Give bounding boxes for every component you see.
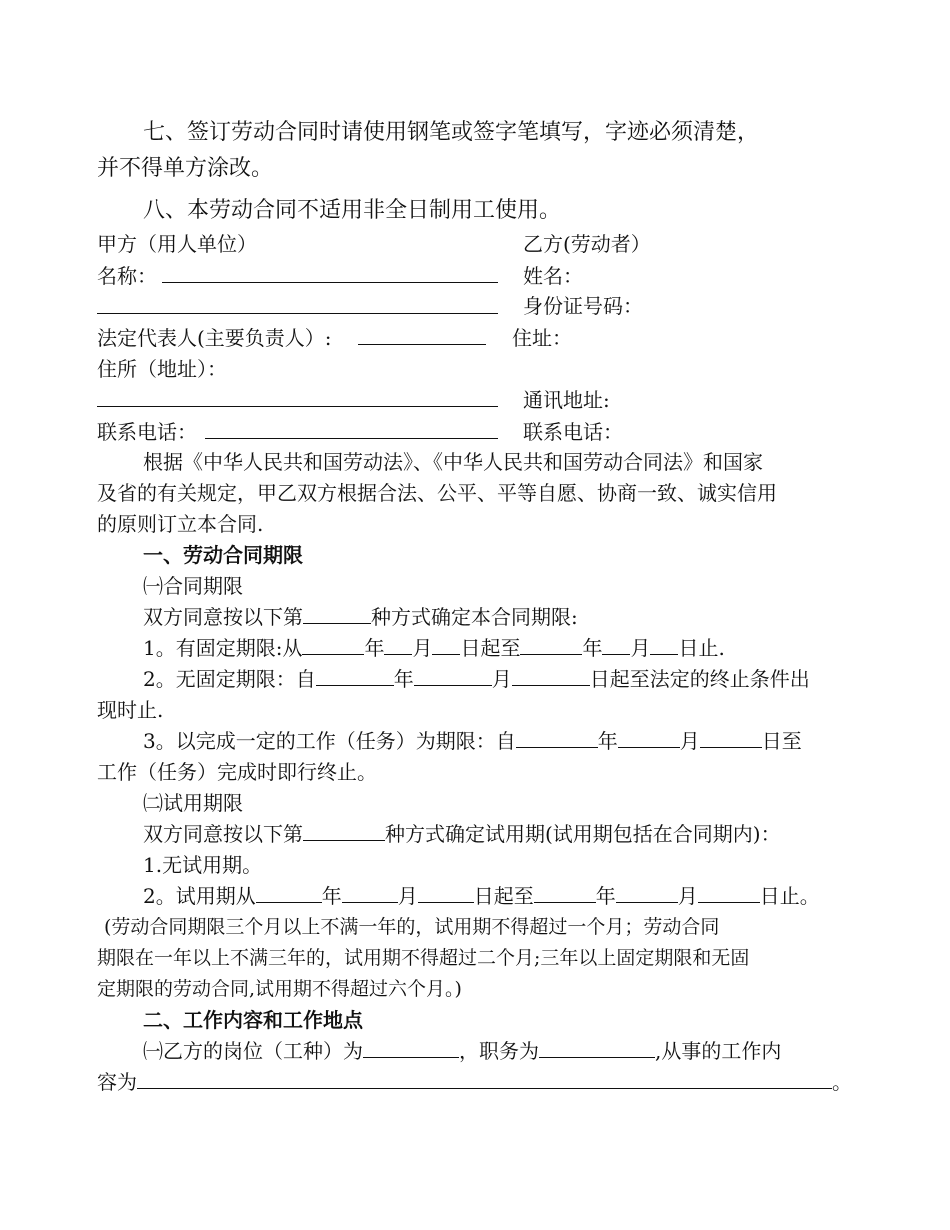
year-label: 年: [595, 884, 616, 908]
term-option-3-cont: 工作（任务）完成时即行终止。: [97, 760, 377, 784]
trial-option-1: 1.无试用期。: [143, 853, 263, 877]
year-label: 年: [582, 636, 603, 660]
term-2-day-field[interactable]: [512, 667, 590, 686]
trial-option-2: [143, 884, 820, 908]
month-label: 月: [677, 884, 698, 908]
preamble-line-3: 的原则订立本合同.: [97, 512, 264, 536]
party-a-phone-label: 联系电话：: [97, 420, 197, 444]
year-label: 年: [321, 884, 342, 908]
party-a-rep-label: 法定代表人(主要负责人）:: [97, 326, 332, 350]
term-3-day-field[interactable]: [700, 729, 762, 748]
party-a-rep-field[interactable]: [358, 344, 486, 345]
preamble-line-1: 根据《中华人民共和国劳动法》、《中华人民共和国劳动合同法》和国家: [143, 450, 763, 474]
trial-end-day-field[interactable]: [698, 884, 760, 903]
party-a-name-field-line-2[interactable]: [97, 313, 498, 314]
trial-start-day-field[interactable]: [418, 884, 474, 903]
term-option-1-text: 1。有固定期限:从: [143, 636, 303, 660]
term-choice-field[interactable]: [303, 605, 371, 624]
preamble-line-2: 及省的有关规定，甲乙双方根据合法、公平、平等自愿、协商一致、诚实信用: [97, 481, 777, 505]
note-7-line-1: 七、签订劳动合同时请使用钢笔或签字笔填写，字迹必须清楚，: [143, 120, 760, 145]
month-label: 月: [397, 884, 418, 908]
term-3-month-field[interactable]: [618, 729, 680, 748]
job-content-label: 容为: [97, 1070, 137, 1094]
term-option-2-text: 2。无固定期限：自: [143, 667, 316, 691]
term-1-end-day-field[interactable]: [650, 636, 678, 655]
party-a-heading: 甲方（用人单位）: [97, 232, 257, 256]
job-position-text: ㈠乙方的岗位（工种）为: [143, 1039, 363, 1063]
party-b-address-label: 住址：: [512, 326, 572, 350]
job-content-text: ,从事的工作内: [655, 1039, 782, 1063]
trial-rule-line-2: 期限在一年以上不满三年的，试用期不得超过二个月;三年以上固定期限和无固: [97, 947, 750, 969]
term-choice-line: [143, 605, 578, 629]
year-label: 年: [364, 636, 385, 660]
job-content-line: [97, 1070, 852, 1094]
party-b-heading: 乙方(劳动者）: [523, 232, 651, 256]
term-3-year-field[interactable]: [516, 729, 598, 748]
job-position-line: [143, 1039, 781, 1063]
month-label: 月: [491, 667, 512, 691]
trial-choice-field[interactable]: [303, 822, 385, 841]
party-a-name-label: 名称：: [97, 264, 157, 288]
section-1-title: 一、劳动合同期限: [143, 543, 303, 567]
section-2-title: 二、工作内容和工作地点: [143, 1008, 363, 1032]
trial-rule-line-3: 定期限的劳动合同,试用期不得超过六个月。): [97, 978, 462, 1000]
term-option-3-tail: 日至: [761, 729, 802, 753]
job-type-field[interactable]: [363, 1039, 459, 1058]
day-end-label: 日止.: [678, 636, 725, 660]
term-2-month-field[interactable]: [414, 667, 492, 686]
trial-choice-line: [143, 822, 781, 846]
term-1-end-month-field[interactable]: [602, 636, 630, 655]
section-1-sub-1: ㈠合同期限: [143, 574, 243, 598]
job-content-field[interactable]: [137, 1070, 832, 1089]
year-label: 年: [597, 729, 618, 753]
party-a-name-field[interactable]: [162, 282, 498, 283]
party-b-phone-label: 联系电话：: [523, 420, 623, 444]
party-b-id-label: 身份证号码：: [523, 294, 643, 318]
party-b-mail-label: 通讯地址:: [523, 388, 610, 412]
term-option-3: [143, 729, 802, 753]
term-1-end-year-field[interactable]: [520, 636, 582, 655]
trial-rule-line-1: (劳动合同期限三个月以上不满一年的，试用期不得超过一个月；劳动合同: [104, 916, 720, 938]
term-1-start-day-field[interactable]: [432, 636, 460, 655]
term-1-start-month-field[interactable]: [384, 636, 412, 655]
year-label: 年: [393, 667, 414, 691]
term-choice-text-a: 双方同意按以下第: [143, 605, 303, 629]
party-a-address-field[interactable]: [97, 406, 498, 407]
trial-option-2-text: 2。试用期从: [143, 884, 256, 908]
trial-start-month-field[interactable]: [342, 884, 398, 903]
month-label: 月: [412, 636, 433, 660]
term-option-2: [143, 667, 810, 691]
party-a-phone-field[interactable]: [205, 438, 498, 439]
month-label: 月: [679, 729, 700, 753]
month-label: 月: [630, 636, 651, 660]
term-choice-text-b: 种方式确定本合同期限:: [371, 605, 578, 629]
term-1-start-year-field[interactable]: [302, 636, 364, 655]
note-7-line-2: 并不得单方涂改。: [97, 156, 274, 181]
party-b-name-label: 姓名：: [523, 264, 583, 288]
trial-end-month-field[interactable]: [616, 884, 678, 903]
term-option-1: [143, 636, 725, 660]
note-8: 八、本劳动合同不适用非全日制用工使用。: [143, 198, 562, 223]
trial-end-year-field[interactable]: [534, 884, 596, 903]
day-from-label: 日起至: [473, 884, 534, 908]
job-content-end: 。: [832, 1070, 852, 1094]
trial-choice-text-a: 双方同意按以下第: [143, 822, 303, 846]
section-1-sub-2: ㈡试用期限: [143, 791, 243, 815]
term-option-2-tail: 日起至法定的终止条件出: [589, 667, 810, 691]
party-a-address-label: 住所（地址）：: [97, 357, 227, 381]
day-end-label: 日止。: [759, 884, 820, 908]
job-title-label: ，职务为: [459, 1039, 539, 1063]
term-2-year-field[interactable]: [316, 667, 394, 686]
term-option-3-text: 3。以完成一定的工作（任务）为期限：自: [143, 729, 516, 753]
trial-start-year-field[interactable]: [256, 884, 322, 903]
trial-choice-text-b: 种方式确定试用期(试用期包括在合同期内)：: [385, 822, 781, 846]
term-option-2-cont: 现时止.: [97, 698, 164, 722]
day-from-label: 日起至: [460, 636, 521, 660]
job-title-field[interactable]: [539, 1039, 655, 1058]
